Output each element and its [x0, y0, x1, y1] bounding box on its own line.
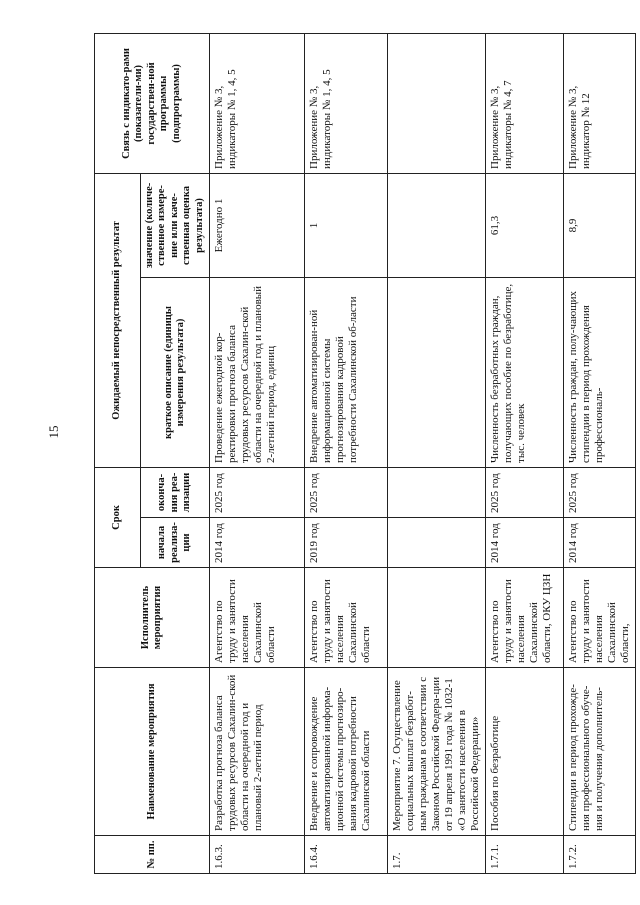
measures-table	[94, 33, 636, 874]
cell-executor: Агентство по труду и занятости населения Сахалинской области, ОКУ ЦЗН	[485, 568, 563, 668]
cell-executor: Агентство по труду и занятости населения Сахалинской области,	[563, 568, 635, 668]
table-row	[563, 33, 635, 873]
cell-end: 2025 год	[563, 467, 635, 517]
header-result-value: значение (количе-ственное измере-ние или каче-ственная оценка результата)	[141, 173, 210, 277]
cell-num: 1.7.2.	[563, 836, 635, 874]
cell-link: Приложение № 3, индикатор № 12	[563, 33, 635, 173]
header-name: Наименование мероприятия	[95, 668, 210, 836]
cell-start: 2014 год	[209, 518, 304, 568]
cell-desc: Проведение ежегодной кор-ректировки прогноза баланса трудовых ресурсов Сахалин-ской области на очередной год и плановый 2-летний период, единиц	[209, 277, 304, 467]
cell-end: 2025 год	[304, 467, 387, 517]
cell-desc: Внедрение автоматизирован-ной информационной системы прогнозирования кадровой потребности Сахалинской об-ласти	[304, 277, 387, 467]
table-row	[209, 33, 304, 873]
header-executor: Исполнитель мероприятия	[95, 568, 210, 668]
cell-executor	[387, 568, 485, 668]
header-num: № пп.	[95, 836, 210, 874]
cell-start: 2014 год	[563, 518, 635, 568]
cell-end: 2025 год	[485, 467, 563, 517]
cell-link	[387, 33, 485, 173]
cell-start	[387, 518, 485, 568]
cell-value: 61,3	[485, 173, 563, 277]
cell-desc: Численность безработных граждан, получающих пособие по безработице, тыс. человек	[485, 277, 563, 467]
cell-end	[387, 467, 485, 517]
cell-name: Пособия по безработице	[485, 668, 563, 836]
cell-desc	[387, 277, 485, 467]
cell-num: 1.7.1.	[485, 836, 563, 874]
cell-link: Приложение № 3, индикаторы № 1, 4, 5	[209, 33, 304, 173]
cell-num: 1.6.4.	[304, 836, 387, 874]
cell-name: Разработка прогноза баланса трудовых ресурсов Сахалин-ской области на очередной год и плановый 2-летний период	[209, 668, 304, 836]
cell-value: 8,9	[563, 173, 635, 277]
cell-num: 1.6.3.	[209, 836, 304, 874]
cell-value	[387, 173, 485, 277]
cell-name: Внедрение и сопровождение автоматизированной информа-ционной системы прогнозиро-вания кадровой потребности Сахалинской области	[304, 668, 387, 836]
cell-link: Приложение № 3, индикаторы № 4, 7	[485, 33, 563, 173]
cell-link: Приложение № 3, индикаторы № 1, 4, 5	[304, 33, 387, 173]
table-row	[485, 33, 563, 873]
header-link: Связь с индикато-рами (показатели-ми) государствен-ной программы (подпрограммы)	[95, 33, 210, 173]
header-result-desc: краткое описание (единицы измерения результата)	[141, 277, 210, 467]
cell-value: Ежегодно 1	[209, 173, 304, 277]
document-table-rotated	[94, 34, 631, 874]
table-row	[387, 33, 485, 873]
cell-name: Мероприятие 7. Осуществление социальных выплат безработ-ным гражданам в соответствии с Законом Российской Федера-ции от 19 апреля 1991 года № 1032-1 «О занятости населения в Российской Федерации»	[387, 668, 485, 836]
header-result: Ожидаемый непосредственный результат	[95, 173, 141, 467]
cell-start: 2014 год	[485, 518, 563, 568]
header-term: Срок	[95, 467, 141, 567]
cell-value: 1	[304, 173, 387, 277]
cell-desc: Численность граждан, полу-чающих стипендии в период прохождения профессиональ-	[563, 277, 635, 467]
header-term-start: начала реализа-ции	[141, 518, 210, 568]
page-number: 15	[46, 425, 61, 439]
header-term-end: оконча-ния реа-лизации	[141, 467, 210, 517]
cell-executor: Агентство по труду и занятости населения Сахалинской области	[304, 568, 387, 668]
table-row	[304, 33, 387, 873]
cell-end: 2025 год	[209, 467, 304, 517]
cell-executor: Агентство по труду и занятости населения Сахалинской области	[209, 568, 304, 668]
cell-start: 2019 год	[304, 518, 387, 568]
cell-num: 1.7.	[387, 836, 485, 874]
cell-name: Стипендии в период прохожде-ния профессионального обуче-ния и получения дополнитель-	[563, 668, 635, 836]
